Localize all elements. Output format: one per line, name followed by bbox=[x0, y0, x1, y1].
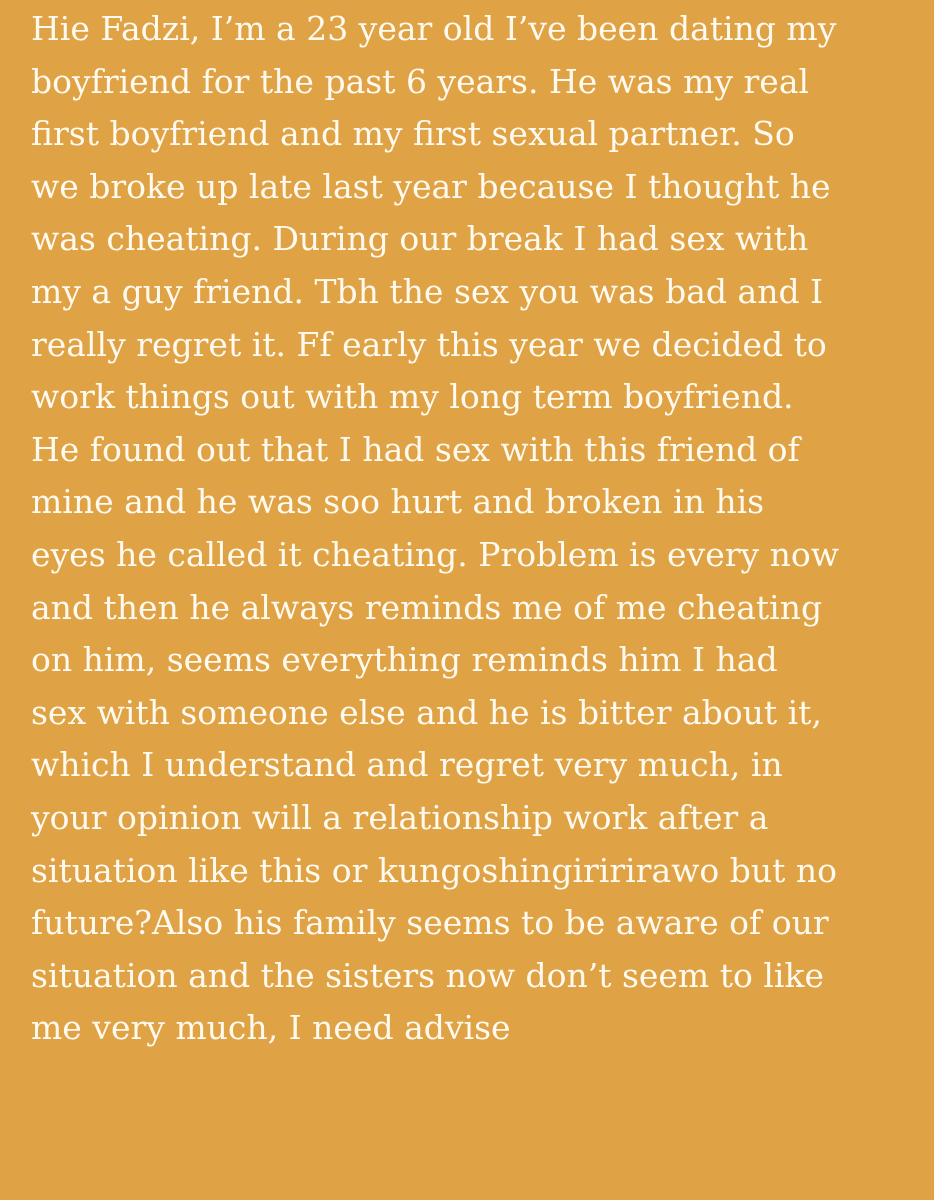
message-line: Hie Fadzi, I’m a 23 year old I’ve been dating my bbox=[31, 9, 837, 48]
message-line: mine and he was soo hurt and broken in his bbox=[31, 482, 765, 522]
message-line: me very much, I need advise bbox=[31, 1008, 511, 1048]
message-line: was cheating. During our break I had sex with bbox=[31, 219, 809, 259]
message-line: He found out that I had sex with this friend of bbox=[31, 429, 800, 469]
message-line: we broke up late last year because I thought he bbox=[31, 166, 831, 206]
message-line: on him, seems everything reminds him I had bbox=[31, 640, 778, 680]
message-line: situation and the sisters now don’t seem to like bbox=[31, 955, 824, 995]
message-line: which I understand and regret very much, in bbox=[31, 745, 783, 785]
message-text bbox=[31, 3, 921, 1055]
message-line: sex with someone else and he is bitter about it, bbox=[31, 692, 822, 732]
message-line: boyfriend for the past 6 years. He was my real bbox=[31, 61, 810, 101]
message-line: your opinion will a relationship work after a bbox=[31, 797, 769, 837]
message-line: future?Also his family seems to be aware of our bbox=[31, 903, 829, 943]
message-line: and then he always reminds me of me cheating bbox=[31, 587, 823, 627]
message-line: work things out with my long term boyfriend. bbox=[31, 377, 794, 417]
message-line: really regret it. Ff early this year we decided to bbox=[31, 324, 827, 364]
message-line: my a guy friend. Tbh the sex you was bad and I bbox=[31, 271, 824, 311]
message-line: first boyfriend and my first sexual partner. So bbox=[31, 114, 795, 154]
message-line: situation like this or kungoshingiririrawo but no bbox=[31, 850, 837, 890]
message-line: eyes he called it cheating. Problem is every now bbox=[31, 534, 840, 574]
